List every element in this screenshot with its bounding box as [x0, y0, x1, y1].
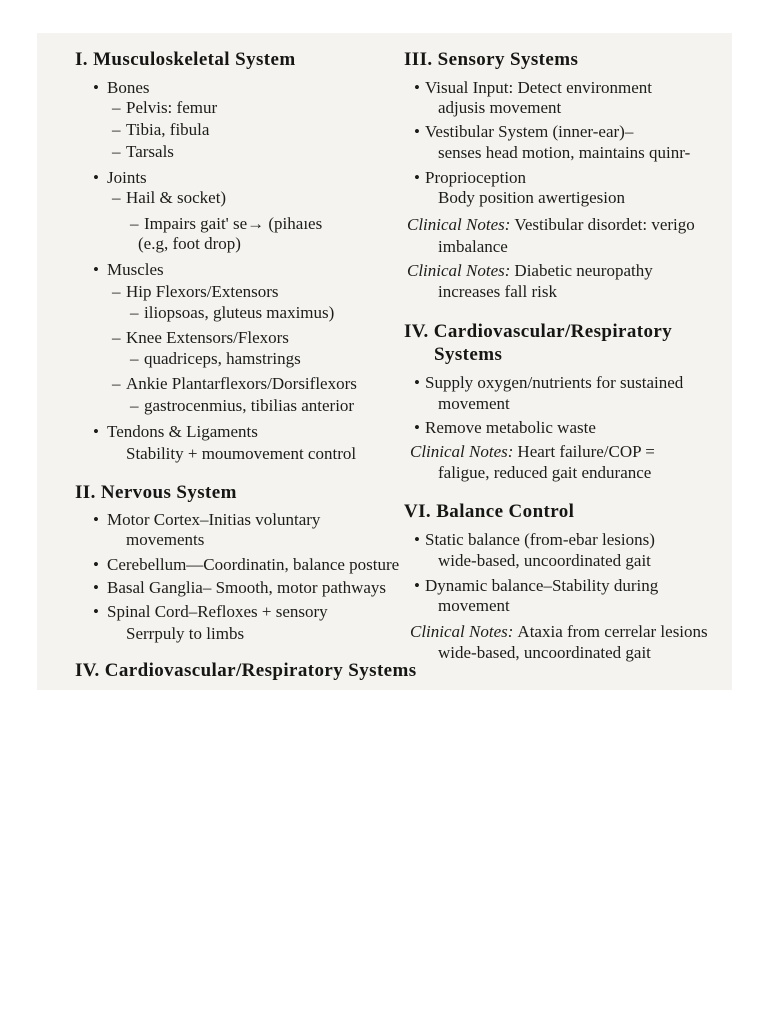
- continuation-line: wide-based, uncoordinated gait: [438, 551, 651, 570]
- bullet-item: • Dynamic balance–Stability during: [425, 576, 658, 596]
- detail-item: – iliopsoas, gluteus maximus): [144, 303, 334, 323]
- sub-item: – Tibia, fibula: [126, 120, 209, 140]
- clinical-note: [407, 215, 695, 235]
- clinical-note-text: Ataxia from cerrelar lesions: [517, 622, 708, 641]
- clinical-note-label: Clinical Notes:: [407, 215, 511, 234]
- clinical-note-label: Clinical Notes:: [410, 622, 514, 641]
- detail-item: – gastrocenmius, tibilias anterior: [144, 396, 354, 416]
- clinical-note-text: Heart failure/COP =: [517, 442, 655, 461]
- bullet-item: • Vestibular System (inner-ear)–: [425, 122, 633, 142]
- clinical-note-continuation: increases fall risk: [438, 282, 557, 301]
- continuation-line: Stability + moumovement control: [126, 444, 357, 463]
- bullet-item: • Visual Input: Detect environment: [425, 78, 652, 98]
- continuation-line: movement: [438, 596, 510, 615]
- bullet-item-muscles: • Muscles: [107, 260, 164, 280]
- bullet-item: • Spinal Cord–Refloxes + sensory: [107, 602, 328, 622]
- section-heading: IV. Cardiovascular/Respiratory: [404, 321, 673, 342]
- continuation-line: movement: [438, 394, 510, 413]
- sub-item: – Pelvis: femur: [126, 98, 217, 118]
- bullet-item: • Proprioception: [425, 168, 526, 188]
- bullet-item: • Cerebellum—Coordinatin, balance posture: [107, 555, 399, 575]
- sub-item: – Tarsals: [126, 142, 174, 162]
- clinical-note: [410, 442, 655, 462]
- sub-item: – Hip Flexors/Extensors: [126, 282, 279, 302]
- sub-item: – Ankie Plantarflexors/Dorsiflexors: [126, 374, 357, 394]
- bullet-item: • Basal Ganglia– Smooth, motor pathways: [107, 578, 386, 598]
- section-heading: III. Sensory Systems: [404, 49, 579, 70]
- continuation-line: senses head motion, maintains quinr-: [438, 143, 691, 162]
- clinical-note-label: Clinical Notes:: [407, 261, 511, 280]
- continuation-line: Serrpuly to limbs: [126, 624, 245, 643]
- continuation-line: (e.g, foot drop): [138, 234, 241, 253]
- clinical-note-continuation: wide-based, uncoordinated gait: [438, 643, 651, 662]
- sub-item: – Hail & socket): [126, 188, 226, 208]
- section-heading: II. Nervous System: [75, 482, 237, 503]
- sub-item: – Knee Extensors/Flexors: [126, 328, 289, 348]
- bullet-item-joints: • Joints: [107, 168, 147, 188]
- bullet-item-bones: • Bones: [107, 78, 150, 98]
- detail-item: – Impairs gait' se→ (pihaıes: [144, 214, 322, 234]
- continuation-line: Body position awertigesion: [438, 188, 625, 207]
- clinical-note-continuation: faligue, reduced gait endurance: [438, 463, 652, 482]
- detail-item: – quadriceps, hamstrings: [144, 349, 301, 369]
- section-heading: VI. Balance Control: [404, 501, 575, 522]
- bullet-item: • Supply oxygen/nutrients for sustained: [425, 373, 683, 393]
- clinical-note-label: Clinical Notes:: [410, 442, 514, 461]
- clinical-note: [410, 622, 708, 642]
- continuation-line: movements: [126, 530, 205, 549]
- bullet-item: • Motor Cortex–Initias voluntary: [107, 510, 320, 530]
- section-heading-continuation: Systems: [434, 344, 503, 365]
- clinical-note: [407, 261, 653, 281]
- bullet-item: • Static balance (from-ebar lesions): [425, 530, 655, 550]
- cardiovascular-footer-heading: IV. Cardiovascular/Respiratory Systems: [75, 660, 417, 681]
- bullet-item: • Remove metabolic waste: [425, 418, 596, 438]
- clinical-note-text: Vestibular disordet: verigo: [514, 215, 695, 234]
- continuation-line: adjusis movement: [438, 98, 562, 117]
- bullet-item-tendons: • Tendons & Ligaments: [107, 422, 258, 442]
- clinical-note-text: Diabetic neuropathy: [514, 261, 653, 280]
- section-heading: I. Musculoskeletal System: [75, 49, 296, 70]
- clinical-note-continuation: imbalance: [438, 237, 508, 256]
